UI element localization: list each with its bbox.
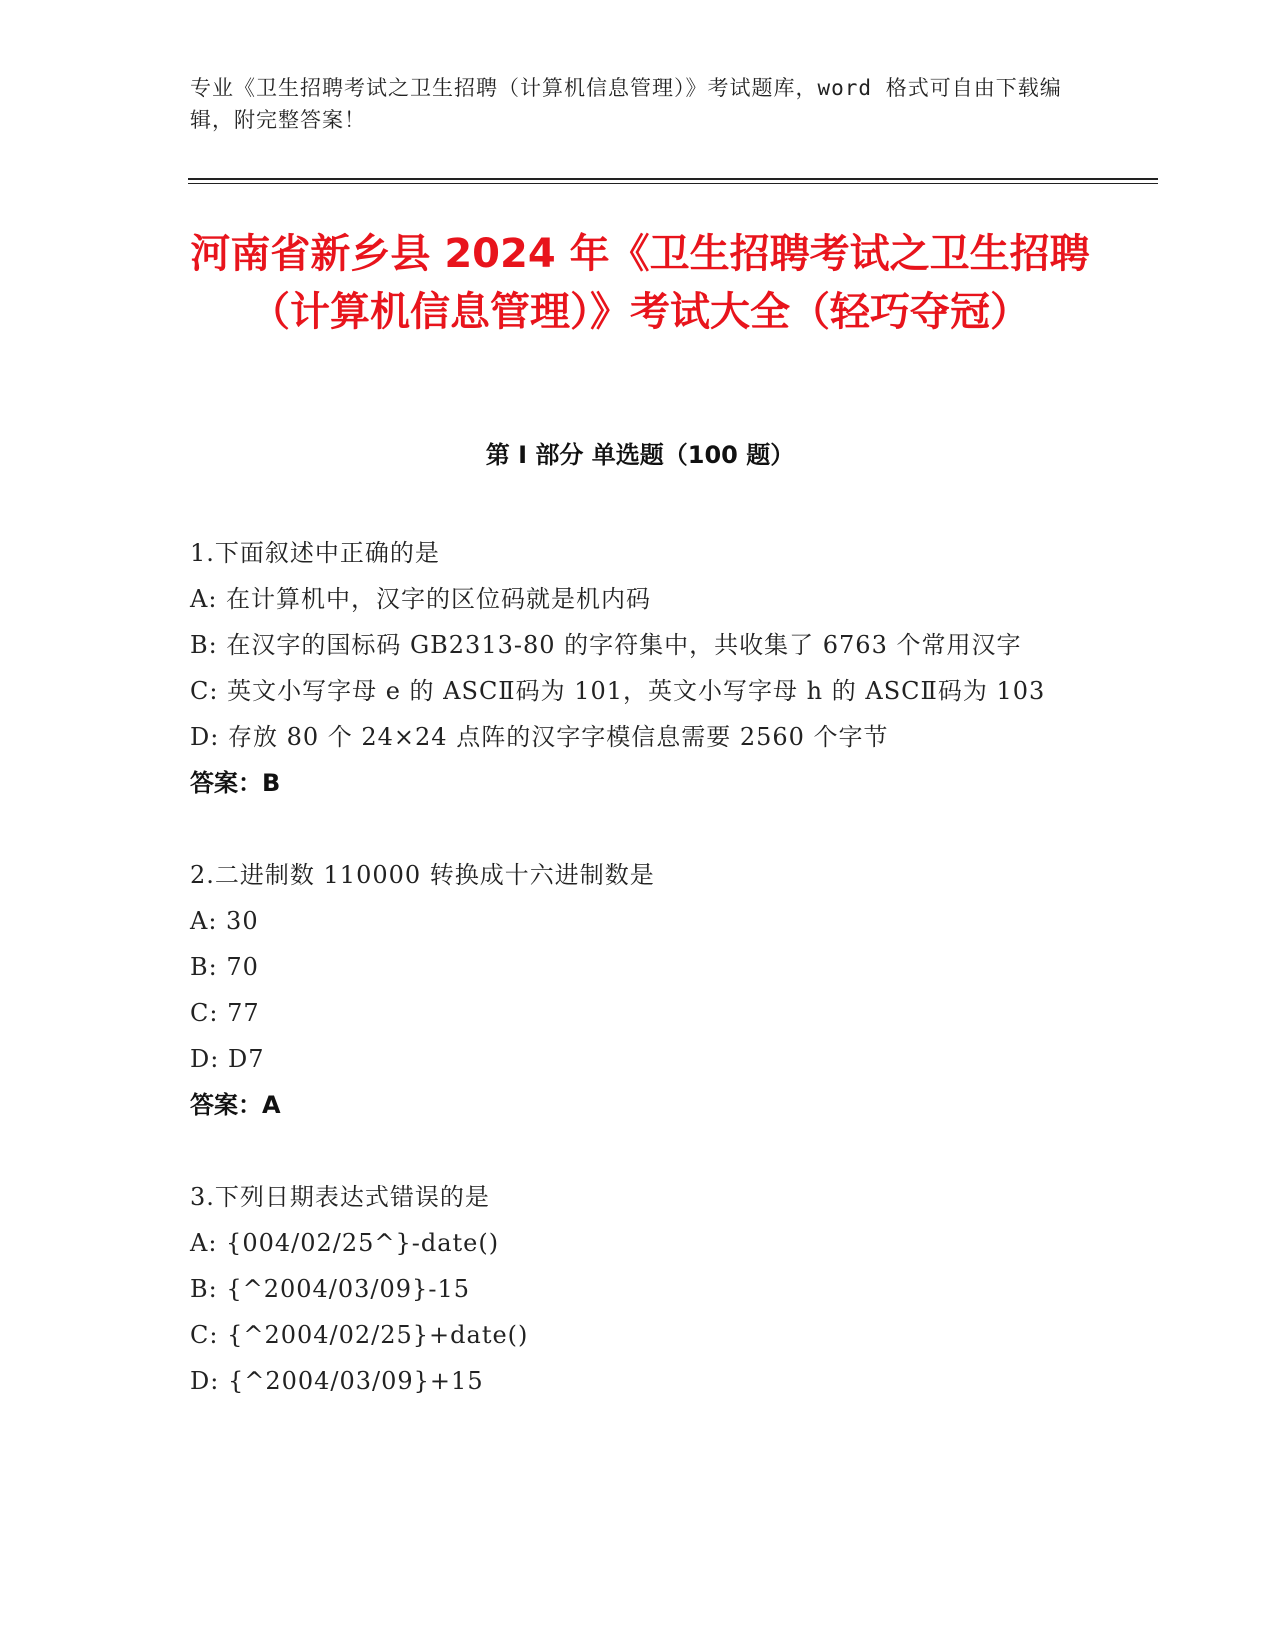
question-1 [190,530,1090,806]
option-c: C: {^2004/02/25}+date() [190,1321,529,1349]
option-a: A: 30 [190,907,259,935]
question-list [190,530,1090,1450]
question-stem: 2.二进制数 110000 转换成十六进制数是 [190,861,655,889]
answer: 答案：A [190,1091,281,1119]
answer: 答案：B [190,769,281,797]
question-2 [190,852,1090,1128]
header-divider-thin [188,183,1158,184]
option-d: D: {^2004/03/09}+15 [190,1367,484,1395]
question-stem: 3.下列日期表达式错误的是 [190,1183,490,1211]
section-title: 第 I 部分 单选题（100 题） [485,441,795,469]
option-b: B: 在汉字的国标码 GB2313-80 的字符集中，共收集了 6763 个常用汉字 [190,631,1022,659]
option-c: C: 英文小写字母 e 的 ASCⅡ码为 101，英文小写字母 h 的 ASCⅡ码为 103 [190,677,1046,705]
document-title: 河南省新乡县 2024 年《卫生招聘考试之卫生招聘（计算机信息管理）》考试大全（轻巧夺冠） [190,231,1090,335]
option-a: A: {004/02/25^}-date() [190,1229,500,1257]
option-d: D: D7 [190,1045,265,1073]
option-b: B: 70 [190,953,259,981]
option-c: C: 77 [190,999,260,1027]
header-note: 专业《卫生招聘考试之卫生招聘（计算机信息管理）》考试题库，word 格式可自由下载编辑，附完整答案！ [190,76,1062,132]
question-stem: 1.下面叙述中正确的是 [190,539,440,567]
header-divider-thick [188,178,1158,180]
option-b: B: {^2004/03/09}-15 [190,1275,470,1303]
option-d: D: 存放 80 个 24×24 点阵的汉字字模信息需要 2560 个字节 [190,723,889,751]
question-3 [190,1174,1090,1404]
option-a: A: 在计算机中，汉字的区位码就是机内码 [190,585,652,613]
